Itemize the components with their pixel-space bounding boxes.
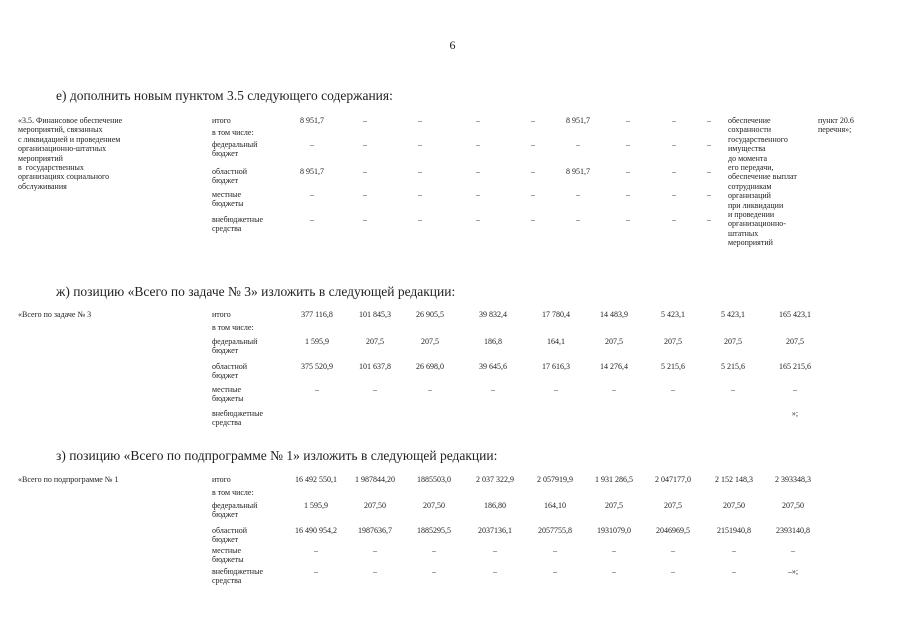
- value-cell: 165 215,6: [779, 362, 811, 371]
- row-label: областной бюджет: [212, 167, 248, 186]
- value-cell: 14 276,4: [600, 362, 628, 371]
- value-cell: –: [793, 385, 797, 394]
- value-cell: –: [363, 116, 367, 125]
- value-cell: 17 780,4: [542, 310, 570, 319]
- row-label: областной бюджет: [212, 526, 248, 545]
- value-cell: –: [493, 567, 497, 576]
- value-cell: –: [671, 567, 675, 576]
- value-cell: 165 423,1: [779, 310, 811, 319]
- value-cell: 8 951,7: [566, 116, 590, 125]
- heading-z: з) позицию «Всего по подпрограмме № 1» изложить в следующей редакции:: [56, 448, 498, 463]
- value-cell: –: [373, 546, 377, 555]
- value-cell: 1987636,7: [358, 526, 392, 535]
- value-cell: –: [531, 215, 535, 224]
- row-label: в том числе:: [212, 488, 254, 497]
- value-cell: –: [418, 167, 422, 176]
- value-cell: –: [707, 140, 711, 149]
- value-cell: 207,5: [724, 337, 742, 346]
- value-cell: –: [732, 567, 736, 576]
- value-cell: 207,5: [421, 337, 439, 346]
- value-cell: –: [363, 140, 367, 149]
- value-cell: 186,8: [484, 337, 502, 346]
- value-cell: 14 483,9: [600, 310, 628, 319]
- value-cell: 2393140,8: [776, 526, 810, 535]
- value-cell: –: [418, 140, 422, 149]
- row-label: местные бюджеты: [212, 190, 244, 209]
- value-cell: –: [310, 140, 314, 149]
- section-name: «Всего по задаче № 3: [18, 310, 92, 319]
- value-cell: –: [363, 215, 367, 224]
- value-cell: –: [531, 140, 535, 149]
- value-cell: 2057755,8: [538, 526, 572, 535]
- value-cell: –: [671, 546, 675, 555]
- section-name: «3.5. Финансовое обеспечение мероприятий, связанных с ликвидацией и проведением организационно-штатных мероприятий в государственных организациях социального обслуживания: [18, 116, 123, 191]
- value-cell: –: [373, 385, 377, 394]
- value-cell: 207,50: [364, 501, 386, 510]
- value-cell: 2037136,1: [478, 526, 512, 535]
- value-cell: –»;: [787, 567, 799, 576]
- value-cell: –: [315, 385, 319, 394]
- value-cell: 207,5: [664, 337, 682, 346]
- value-cell: –: [531, 190, 535, 199]
- value-cell: 377 116,8: [301, 310, 333, 319]
- page-number: 6: [449, 38, 456, 52]
- value-cell: –: [476, 190, 480, 199]
- value-cell: 16 490 954,2: [295, 526, 337, 535]
- value-cell: 5 423,1: [721, 310, 745, 319]
- value-cell: 5 215,6: [661, 362, 685, 371]
- row-label: внебюджетные средства: [212, 215, 263, 234]
- row-label: итого: [212, 310, 231, 319]
- value-cell: –: [731, 385, 735, 394]
- value-cell: –: [476, 215, 480, 224]
- value-cell: 8 951,7: [566, 167, 590, 176]
- value-cell: –: [791, 546, 795, 555]
- row-label: итого: [212, 116, 231, 125]
- row-label: федеральный бюджет: [212, 140, 258, 159]
- value-cell: –: [671, 385, 675, 394]
- value-cell: –: [310, 190, 314, 199]
- value-cell: –: [626, 167, 630, 176]
- value-cell: 2 057919,9: [537, 475, 573, 484]
- value-cell: 1885503,0: [417, 475, 451, 484]
- value-cell: –: [554, 385, 558, 394]
- value-cell: 207,5: [786, 337, 804, 346]
- value-cell: –: [732, 546, 736, 555]
- value-cell: 375 520,9: [301, 362, 333, 371]
- value-cell: 2 047177,0: [655, 475, 691, 484]
- value-cell: –: [432, 567, 436, 576]
- value-cell: –: [707, 215, 711, 224]
- value-cell: –: [476, 140, 480, 149]
- value-cell: –: [363, 190, 367, 199]
- value-cell: 101 637,8: [359, 362, 391, 371]
- value-cell: –: [672, 140, 676, 149]
- row-label: местные бюджеты: [212, 546, 244, 565]
- value-cell: –: [493, 546, 497, 555]
- value-cell: 26 905,5: [416, 310, 444, 319]
- reference-note: пункт 20.6 перечня»;: [818, 116, 854, 135]
- value-cell: 207,50: [423, 501, 445, 510]
- value-cell: –: [418, 116, 422, 125]
- value-cell: –: [707, 190, 711, 199]
- value-cell: 2 037 322,9: [476, 475, 514, 484]
- value-cell: 1885295,5: [417, 526, 451, 535]
- value-cell: 26 698,0: [416, 362, 444, 371]
- row-label: местные бюджеты: [212, 385, 244, 404]
- value-cell: 5 215,6: [721, 362, 745, 371]
- value-cell: –: [553, 567, 557, 576]
- row-label: внебюджетные средства: [212, 567, 263, 586]
- value-cell: –: [310, 215, 314, 224]
- row-label: в том числе:: [212, 128, 254, 137]
- expected-result: обеспечение сохранности государственного имущества до момента его передачи, обеспечение выплат сотрудникам организаций при ликвидации и проведении организационно- штатных мероприятий: [728, 116, 797, 248]
- row-label: федеральный бюджет: [212, 337, 258, 356]
- value-cell: 164,1: [547, 337, 565, 346]
- value-cell: »;: [791, 409, 799, 418]
- value-cell: 5 423,1: [661, 310, 685, 319]
- value-cell: –: [672, 167, 676, 176]
- value-cell: –: [418, 190, 422, 199]
- value-cell: –: [576, 215, 580, 224]
- value-cell: 186,80: [484, 501, 506, 510]
- value-cell: –: [626, 215, 630, 224]
- value-cell: –: [373, 567, 377, 576]
- value-cell: 1 931 286,5: [595, 475, 633, 484]
- value-cell: 39 832,4: [479, 310, 507, 319]
- value-cell: 2046969,5: [656, 526, 690, 535]
- value-cell: 2 393348,3: [775, 475, 811, 484]
- value-cell: –: [418, 215, 422, 224]
- value-cell: –: [428, 385, 432, 394]
- value-cell: –: [626, 116, 630, 125]
- value-cell: 39 645,6: [479, 362, 507, 371]
- value-cell: –: [612, 567, 616, 576]
- value-cell: –: [576, 190, 580, 199]
- value-cell: –: [314, 567, 318, 576]
- value-cell: –: [476, 116, 480, 125]
- value-cell: 207,50: [782, 501, 804, 510]
- value-cell: –: [626, 190, 630, 199]
- value-cell: –: [612, 385, 616, 394]
- row-label: итого: [212, 475, 231, 484]
- value-cell: –: [476, 167, 480, 176]
- value-cell: –: [707, 116, 711, 125]
- value-cell: 164,10: [544, 501, 566, 510]
- value-cell: –: [612, 546, 616, 555]
- heading-zh: ж) позицию «Всего по задаче № 3» изложить в следующей редакции:: [56, 284, 456, 299]
- value-cell: –: [491, 385, 495, 394]
- value-cell: –: [363, 167, 367, 176]
- value-cell: 207,5: [664, 501, 682, 510]
- value-cell: –: [576, 140, 580, 149]
- value-cell: 8 951,7: [300, 116, 324, 125]
- row-label: в том числе:: [212, 323, 254, 332]
- value-cell: 17 616,3: [542, 362, 570, 371]
- heading-e: е) дополнить новым пунктом 3.5 следующего содержания:: [56, 88, 393, 103]
- value-cell: 1931079,0: [597, 526, 631, 535]
- row-label: областной бюджет: [212, 362, 248, 381]
- value-cell: –: [553, 546, 557, 555]
- value-cell: –: [432, 546, 436, 555]
- value-cell: –: [314, 546, 318, 555]
- value-cell: –: [626, 140, 630, 149]
- value-cell: 101 845,3: [359, 310, 391, 319]
- value-cell: 2151940,8: [717, 526, 751, 535]
- value-cell: 1 595,9: [304, 501, 328, 510]
- value-cell: 1 595,9: [305, 337, 329, 346]
- value-cell: 16 492 550,1: [295, 475, 337, 484]
- value-cell: –: [672, 190, 676, 199]
- row-label: федеральный бюджет: [212, 501, 258, 520]
- value-cell: 207,50: [723, 501, 745, 510]
- value-cell: –: [672, 116, 676, 125]
- row-label: внебюджетные средства: [212, 409, 263, 428]
- value-cell: 207,5: [366, 337, 384, 346]
- section-name: «Всего по подпрограмме № 1: [18, 475, 119, 484]
- value-cell: –: [531, 116, 535, 125]
- value-cell: –: [531, 167, 535, 176]
- value-cell: 8 951,7: [300, 167, 324, 176]
- value-cell: 207,5: [605, 337, 623, 346]
- value-cell: 207,5: [605, 501, 623, 510]
- value-cell: –: [707, 167, 711, 176]
- value-cell: 1 987844,20: [355, 475, 395, 484]
- value-cell: 2 152 148,3: [715, 475, 753, 484]
- value-cell: –: [672, 215, 676, 224]
